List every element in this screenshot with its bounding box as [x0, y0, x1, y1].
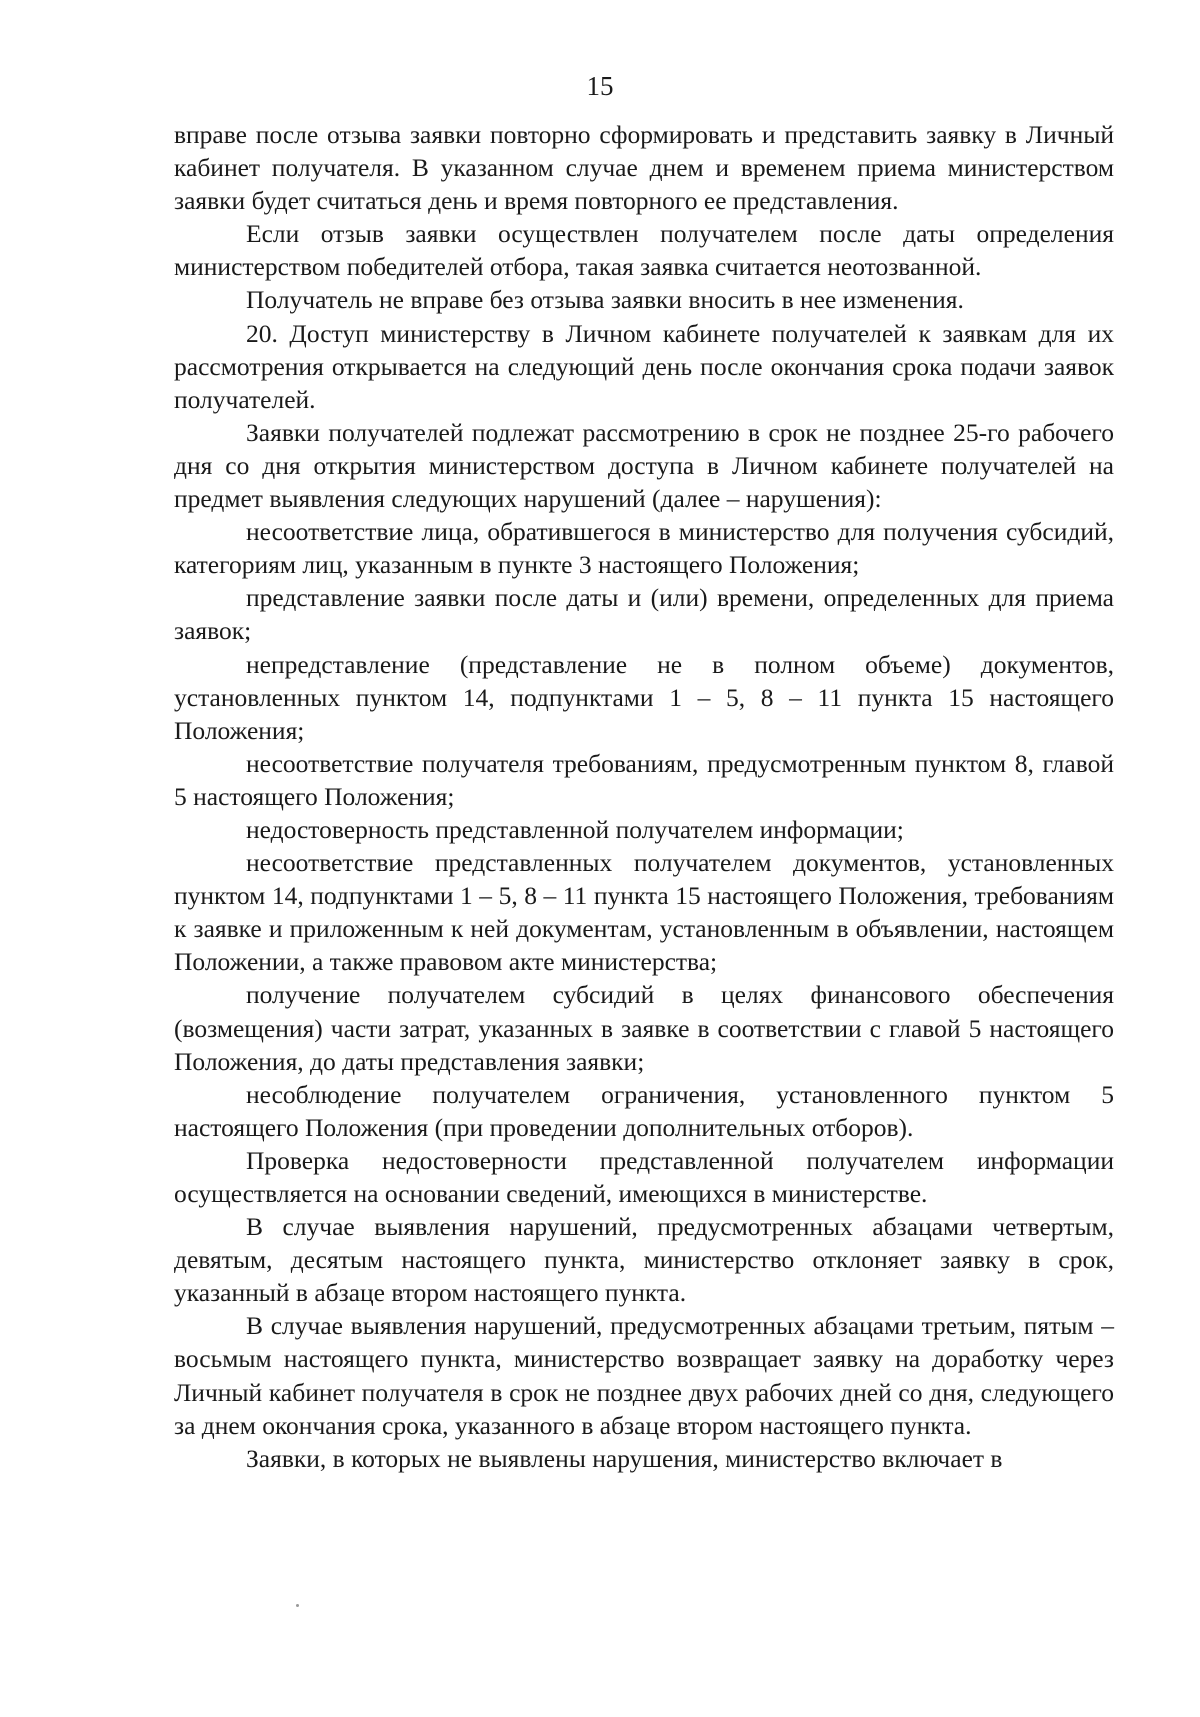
paragraph: получение получателем субсидий в целях финансового обеспечения (возмещения) части затрат, указанных в заявке в соответствии с главой 5 настоящего Положения, до даты представления заявки; — [174, 980, 1114, 1076]
paragraph: В случае выявления нарушений, предусмотренных абзацами четвертым, девятым, десятым настоящего пункта, министерство отклоняет заявку в срок, указанный в абзаце втором настоящего пункта. — [174, 1212, 1114, 1308]
paragraph: представление заявки после даты и (или) времени, определенных для приема заявок; — [174, 583, 1114, 646]
paragraph: Получатель не вправе без отзыва заявки вносить в нее изменения. — [246, 285, 964, 315]
scan-speck — [296, 1604, 299, 1607]
paragraph: несоблюдение получателем ограничения, установленного пунктом 5 настоящего Положения (при проведении дополнительных отборов). — [174, 1079, 1114, 1142]
paragraph: Если отзыв заявки осуществлен получателем после даты определения министерством победителей отбора, такая заявка считается неотозванной. — [174, 219, 1114, 282]
paragraph: несоответствие представленных получателем документов, установленных пунктом 14, подпунктами 1 – 5, 8 – 11 пункта 15 настоящего Положения, требованиям к заявке и приложенным к ней документам, установленным в объявлении, настоящем Положении, а также правовом акте министерства; — [174, 848, 1114, 977]
paragraph: 20. Доступ министерству в Личном кабинете получателей к заявкам для их рассмотрения открывается на следующий день после окончания срока подачи заявок получателей. — [174, 318, 1114, 414]
paragraph: В случае выявления нарушений, предусмотренных абзацами третьим, пятым – восьмым настоящего пункта, министерство возвращает заявку на доработку через Личный кабинет получателя в срок не позднее двух рабочих дней со дня, следующего за днем окончания срока, указанного в абзаце втором настоящего пункта. — [174, 1311, 1114, 1440]
paragraph: несоответствие лица, обратившегося в министерство для получения субсидий, категориям лиц, указанным в пункте 3 настоящего Положения; — [174, 517, 1114, 580]
paragraph: недостоверность представленной получателем информации; — [246, 814, 904, 844]
paragraph: вправе после отзыва заявки повторно сформировать и представить заявку в Личный кабинет получателя. В указанном случае днем и временем приема министерством заявки будет считаться день и время повторного ее представления. — [174, 120, 1114, 216]
paragraph: Заявки, в которых не выявлены нарушения, министерство включает в — [246, 1443, 1003, 1473]
paragraph: Проверка недостоверности представленной получателем информации осуществляется на основании сведений, имеющихся в министерстве. — [174, 1145, 1114, 1208]
page-number: 15 — [586, 71, 614, 101]
document-body — [174, 118, 1114, 1475]
paragraph: непредставление (представление не в полном объеме) документов, установленных пунктом 14, подпунктами 1 – 5, 8 – 11 пункта 15 настоящего Положения; — [174, 649, 1114, 745]
paragraph: несоответствие получателя требованиям, предусмотренным пунктом 8, главой 5 настоящего Положения; — [174, 748, 1114, 811]
paragraph: Заявки получателей подлежат рассмотрению в срок не позднее 25-го рабочего дня со дня открытия министерством доступа в Личном кабинете получателей на предмет выявления следующих нарушений (далее – нарушения): — [174, 417, 1114, 514]
